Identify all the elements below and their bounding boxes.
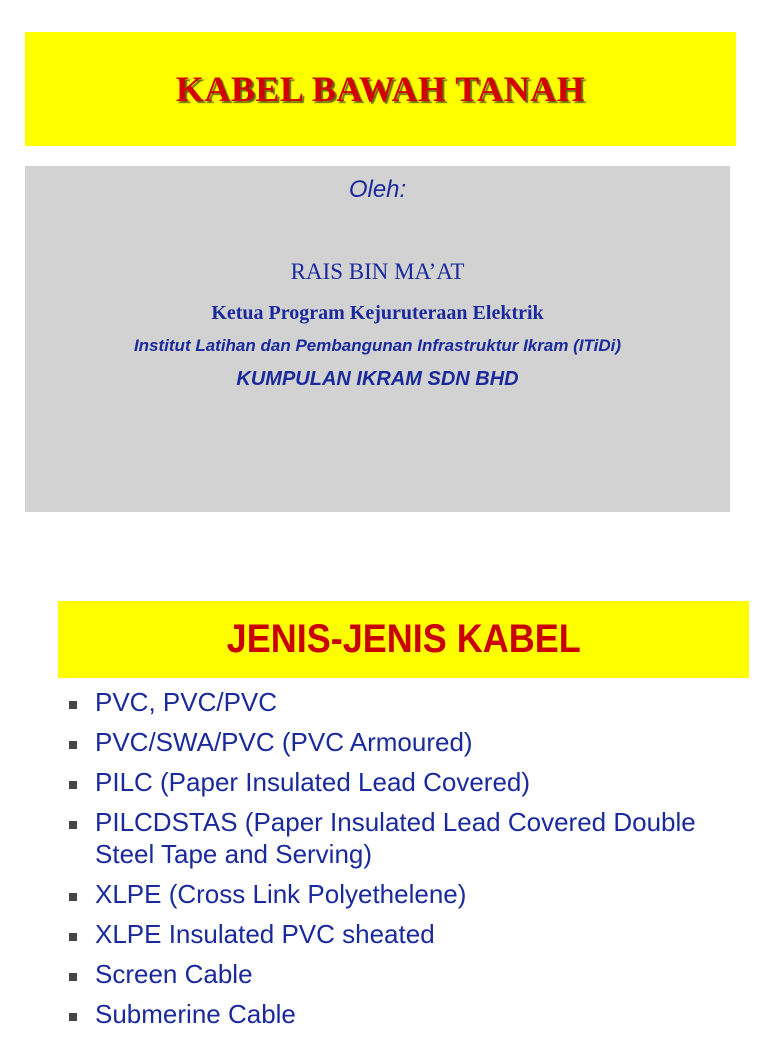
section-heading: JENIS-JENIS KABEL <box>226 617 581 661</box>
page-title: KABEL BAWAH TANAH <box>175 69 586 109</box>
list-item <box>66 686 746 718</box>
square-bullet-icon <box>69 781 77 789</box>
square-bullet-icon <box>69 821 77 829</box>
square-bullet-icon <box>69 741 77 749</box>
list-item-text: PVC/SWA/PVC (PVC Armoured) <box>95 727 473 757</box>
list-item <box>66 878 746 910</box>
author-role: Ketua Program Kejuruteraan Elektrik <box>211 302 544 324</box>
list-item <box>66 918 746 950</box>
list-item-text: PILCDSTAS (Paper Insulated Lead Covered Double Steel Tape and Serving) <box>95 807 696 869</box>
author-company: KUMPULAN IKRAM SDN BHD <box>236 368 519 390</box>
list-item-text: PVC, PVC/PVC <box>95 687 278 717</box>
square-bullet-icon <box>69 701 77 709</box>
list-item <box>66 726 746 758</box>
list-item <box>66 806 746 870</box>
author-name: RAIS BIN MA’AT <box>290 259 465 284</box>
list-item-text: Submerine Cable <box>95 999 296 1029</box>
list-item-text: XLPE Insulated PVC sheated <box>95 919 435 949</box>
cable-type-list <box>66 686 746 1038</box>
square-bullet-icon <box>69 1013 77 1021</box>
square-bullet-icon <box>69 973 77 981</box>
section-banner <box>58 601 749 678</box>
square-bullet-icon <box>69 933 77 941</box>
by-label: Oleh: <box>348 176 407 203</box>
title-banner <box>25 32 736 146</box>
list-item-text: PILC (Paper Insulated Lead Covered) <box>95 767 531 797</box>
list-item-text: Screen Cable <box>95 959 253 989</box>
square-bullet-icon <box>69 893 77 901</box>
list-item <box>66 998 746 1030</box>
author-institute: Institut Latihan dan Pembangunan Infrastruktur Ikram (ITiDi) <box>133 336 622 355</box>
author-box <box>25 166 730 512</box>
list-item <box>66 766 746 798</box>
list-item-text: XLPE (Cross Link Polyethelene) <box>95 879 467 909</box>
list-item <box>66 958 746 990</box>
